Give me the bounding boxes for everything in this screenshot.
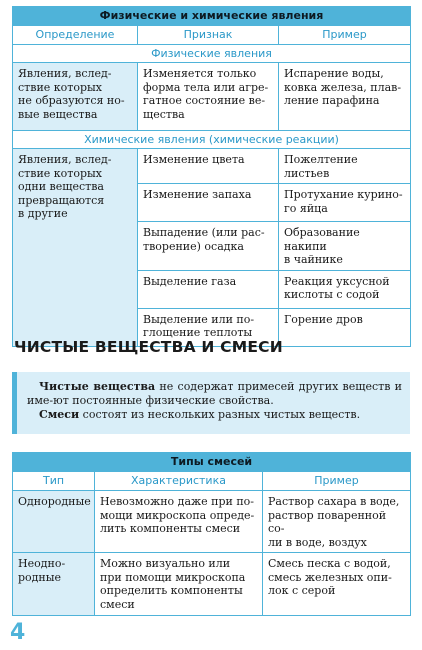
chemical-sign: Выделение газа bbox=[143, 274, 237, 288]
chemical-example: Реакция уксусной кислоты с содой bbox=[284, 274, 390, 301]
column-header-type: Тип bbox=[13, 472, 95, 491]
phenomena-table bbox=[12, 6, 411, 347]
physical-definition: Явления, вслед- ствие которых не образуются но- вые вещества bbox=[18, 67, 125, 121]
chemical-sign: Изменение цвета bbox=[143, 153, 245, 166]
column-header-example: Пример bbox=[263, 472, 411, 491]
pure-substances-term: Чистые вещества bbox=[39, 380, 156, 393]
pure-substances-definition bbox=[27, 380, 402, 408]
mixture-example: Раствор сахара в воде, раствор поваренной со- ли в воде, воздух bbox=[268, 495, 400, 549]
physical-example: Испарение воды, ковка железа, плав- ление парафина bbox=[284, 67, 402, 107]
pure-substances-text: не содержат примесей других веществ и име-ют постоянные физические свойства. bbox=[27, 380, 402, 407]
table-row bbox=[13, 553, 411, 616]
chemical-example: Образование накипи в чайнике bbox=[284, 226, 360, 266]
chemical-example: Горение дров bbox=[284, 312, 363, 326]
table-row bbox=[13, 63, 411, 131]
chemical-example: Протухание курино- го яйца bbox=[284, 188, 403, 215]
definition-box bbox=[12, 372, 410, 434]
table-row bbox=[13, 149, 411, 184]
mixtures-term: Смеси bbox=[39, 408, 80, 421]
mixtures-text: состоят из нескольких разных чистых веществ. bbox=[79, 408, 361, 421]
phenomena-table-title: Физические и химические явления bbox=[13, 7, 411, 26]
column-header-sign: Признак bbox=[138, 26, 279, 45]
physical-sign: Изменяется только форма тела или агре- гатное состояние ве- щества bbox=[143, 67, 269, 121]
chemical-sign: Изменение запаха bbox=[143, 188, 252, 201]
mixtures-definition bbox=[27, 408, 402, 422]
page-number: 4 bbox=[10, 620, 26, 645]
mixture-characteristic: Невозможно даже при по- мощи микроскопа опреде- лить компоненты смеси bbox=[100, 495, 255, 535]
chemical-definition: Явления, вслед- ствие которых одни вещества превращаются в другие bbox=[18, 153, 112, 220]
mixture-types-table bbox=[12, 452, 411, 616]
column-header-characteristic: Характеристика bbox=[95, 472, 263, 491]
chemical-sign: Выпадение (или рас- творение) осадка bbox=[143, 226, 265, 253]
table-row bbox=[13, 491, 411, 553]
mixture-characteristic: Можно визуально или при помощи микроскопа определить компоненты смеси bbox=[100, 557, 246, 611]
section-heading: ЧИСТЫЕ ВЕЩЕСТВА И СМЕСИ bbox=[14, 338, 283, 356]
mixture-type: Однородные bbox=[18, 495, 91, 508]
column-header-definition: Определение bbox=[13, 26, 138, 45]
mixture-types-table-title: Типы смесей bbox=[13, 453, 411, 472]
chemical-section-title: Химические явления (химические реакции) bbox=[13, 131, 411, 149]
physical-section-title: Физические явления bbox=[13, 45, 411, 63]
mixture-type: Неодно- родные bbox=[18, 557, 66, 584]
mixture-example: Смесь песка с водой, смесь железных опи- лок с серой bbox=[268, 557, 392, 597]
chemical-sign: Выделение или по- глощение теплоты bbox=[143, 312, 255, 339]
chemical-example: Пожелтение листьев bbox=[284, 153, 358, 180]
column-header-example: Пример bbox=[279, 26, 411, 45]
